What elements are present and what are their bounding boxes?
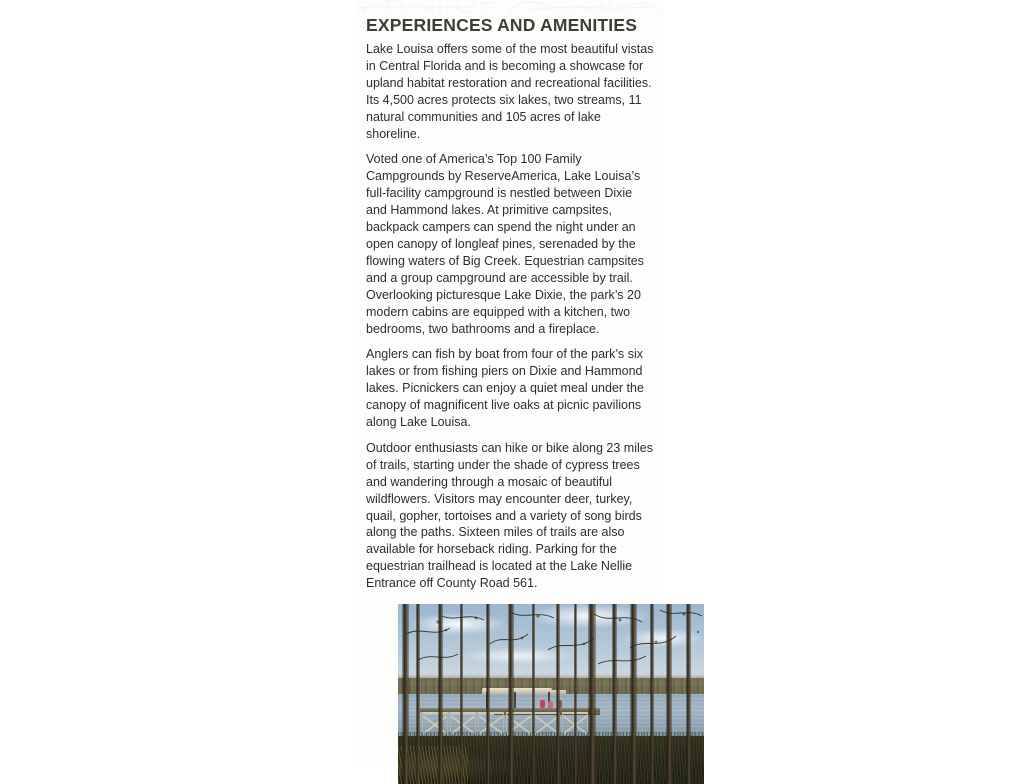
paragraph-camping: Voted one of America’s Top 100 Family Campgrounds by ReserveAmerica, Lake Louisa’s full-facility campground is nestled between Dixie and Hammond lakes. At primitive campsites, backpack campers can spend the night under an open canopy of longleaf pines, serenaded by the flowing waters of Big Creek. Equestrian campsites and a group campground are accessible by trail. Overlooking picturesque Lake Dixie, the park’s 20 modern cabins are equipped with a kitchen, two bedrooms, two bathrooms and a fireplace. [366,152,644,336]
photo-bare-branches [398,604,704,700]
photo-canvas [398,604,704,784]
paragraph-overview: Lake Louisa offers some of the most beautiful vistas in Central Florida and is becoming a showcase for upland habitat restoration and recreational facilities. Its 4,500 acres protects six lakes, two streams, 11 natural communities and 105 acres of lake shoreline. [366,42,654,141]
photo-person [540,700,545,708]
paragraph-fishing-picnicking: Anglers can fish by boat from four of the park’s six lakes or from fishing piers on Dixie and Hammond lakes. Picnickers can enjoy a quiet meal under the canopy of magnificent live oaks at picnic pavilions along Lake Louisa. [366,347,644,430]
photo-person [548,701,553,708]
page-title: EXPERIENCES AND AMENITIES [366,15,638,35]
photo-dock-railing [478,712,504,734]
photo-dock-railing [450,712,476,734]
photo-dock-railing [422,712,448,734]
article-body [358,0,664,592]
lake-dock-photo [398,604,704,784]
paragraph-trails: Outdoor enthusiasts can hike or bike along 23 miles of trails, starting under the shade of cypress trees and wandering through a mosaic of beautiful wildflowers. Visitors may encounter deer, turkey, quail, gopher, tortoises and a variety of song birds along the paths. Sixteen miles of trails are also available for horseback riding. Parking for the equestrian trailhead is located at the Lake Nellie Entrance off County Road 561. [366,440,653,591]
scrollbar-track[interactable] [660,0,668,768]
